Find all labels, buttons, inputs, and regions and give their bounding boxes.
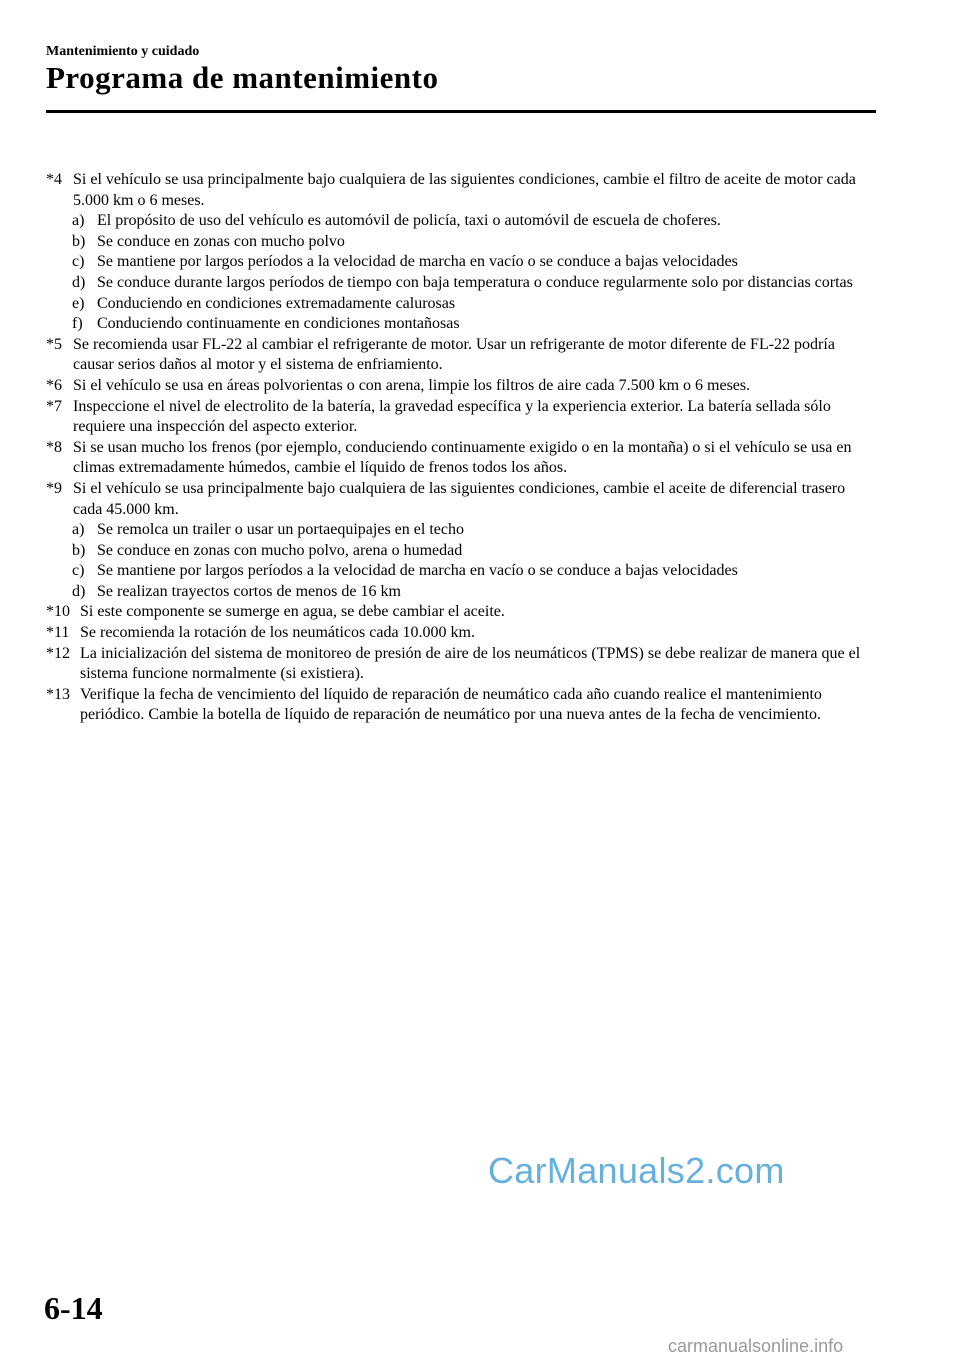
list-text: Se conduce en zonas con mucho polvo, arena o humedad: [97, 541, 463, 559]
list-text: Se mantiene por largos períodos a la velocidad de marcha en vacío o se conduce a bajas velocidades: [97, 562, 738, 580]
footnote-5: [46, 335, 876, 376]
footnote-text: Si el vehículo se usa principalmente bajo cualquiera de las siguientes condiciones, cambie el filtro de aceite de motor cada 5.000 km o 6 meses.: [73, 171, 856, 209]
list-item: [72, 582, 876, 603]
footnote-8: [46, 438, 876, 479]
footnotes-list: [46, 170, 876, 726]
title-divider: [46, 110, 876, 113]
list-text: Se mantiene por largos períodos a la velocidad de marcha en vacío o se conduce a bajas velocidades: [97, 253, 738, 271]
list-marker: c): [72, 253, 85, 271]
list-marker: b): [72, 541, 86, 559]
footnote-text: Se recomienda usar FL-22 al cambiar el refrigerante de motor. Usar un refrigerante de motor diferente de FL-22 podría causar serios daños al motor y el sistema de enfriamiento.: [73, 335, 835, 374]
list-marker: b): [72, 232, 86, 250]
footnote-text: Si se usan mucho los frenos (por ejemplo, conduciendo continuamente exigido o en la montaña) o si el vehículo se usa en climas extremadamente húmedos, cambie el líquido de frenos todos los años.: [73, 438, 852, 477]
condition-list: [72, 520, 876, 602]
page-title: Programa de mantenimiento: [46, 60, 439, 95]
footnote-marker: *7: [46, 397, 62, 415]
list-text: Se remolca un trailer o usar un portaequipajes en el techo: [97, 521, 464, 539]
footnote-marker: *9: [46, 479, 62, 497]
list-marker: d): [72, 273, 86, 291]
footnote-text: Si el vehículo se usa principalmente bajo cualquiera de las siguientes condiciones, cambie el aceite de diferencial trasero cada 45.000 km.: [73, 479, 846, 518]
footnote-marker: *5: [46, 335, 62, 353]
list-marker: a): [72, 521, 85, 539]
source-url: carmanualsonline.info: [668, 1336, 844, 1356]
list-marker: a): [72, 212, 85, 230]
footnote-text: La inicialización del sistema de monitoreo de presión de aire de los neumáticos (TPMS) se debe realizar de manera que el sistema funcione normalmente (si existiera).: [80, 644, 861, 683]
footnote-marker: *11: [46, 624, 70, 642]
footnote-10: [46, 602, 876, 623]
footnote-marker: *13: [46, 685, 70, 703]
list-text: Se conduce en zonas con mucho polvo: [97, 232, 345, 250]
list-marker: e): [72, 294, 85, 312]
list-item: [72, 273, 876, 294]
footnote-9: [46, 479, 876, 603]
list-text: El propósito de uso del vehículo es automóvil de policía, taxi o automóvil de escuela de choferes.: [97, 212, 721, 230]
footnote-marker: *4: [46, 171, 62, 188]
footnote-marker: *8: [46, 438, 62, 456]
footnote-marker: *12: [46, 644, 70, 662]
footnote-text: Si este componente se sumerge en agua, se debe cambiar el aceite.: [80, 603, 505, 621]
list-item: [72, 314, 876, 335]
list-text: Conduciendo en condiciones extremadamente calurosas: [97, 294, 456, 312]
list-item: [72, 561, 876, 582]
page-number: 6-14: [44, 1290, 103, 1326]
list-item: [72, 211, 876, 232]
list-text: Conduciendo continuamente en condiciones montañosas: [97, 315, 460, 333]
watermark-logo: CarManuals2.com: [488, 1150, 785, 1191]
footnote-text: Si el vehículo se usa en áreas polvorientas o con arena, limpie los filtros de aire cada 7.500 km o 6 meses.: [73, 376, 751, 394]
list-marker: d): [72, 582, 86, 600]
condition-list: [72, 211, 876, 335]
list-item: [72, 252, 876, 273]
footnote-11: [46, 623, 876, 644]
footnote-text: Inspeccione el nivel de electrolito de la batería, la gravedad específica y la experiencia exterior. La batería sellada sólo requiere una inspección del aspecto exterior.: [73, 397, 831, 436]
list-text: Se conduce durante largos períodos de tiempo con baja temperatura o conduce regularmente solo por distancias cortas: [97, 273, 853, 291]
footnote-marker: *10: [46, 603, 70, 621]
footnote-6: [46, 376, 876, 397]
section-label: Mantenimiento y cuidado: [46, 44, 200, 59]
list-item: [72, 232, 876, 253]
footnote-12: [46, 644, 876, 685]
footnote-13: [46, 685, 876, 726]
footnote-text: Verifique la fecha de vencimiento del líquido de reparación de neumático cada año cuando realice el mantenimiento periódico. Cambie la botella de líquido de reparación de neumático por una nueva antes de la fecha de vencimiento.: [80, 685, 822, 724]
footnote-7: [46, 397, 876, 438]
list-item: [72, 520, 876, 541]
list-item: [72, 541, 876, 562]
list-item: [72, 294, 876, 315]
footnote-4: [46, 170, 876, 335]
footnote-marker: *6: [46, 376, 62, 394]
list-marker: f): [72, 315, 83, 333]
list-text: Se realizan trayectos cortos de menos de 16 km: [97, 582, 401, 600]
list-marker: c): [72, 562, 85, 580]
footnote-text: Se recomienda la rotación de los neumáticos cada 10.000 km.: [80, 624, 475, 642]
